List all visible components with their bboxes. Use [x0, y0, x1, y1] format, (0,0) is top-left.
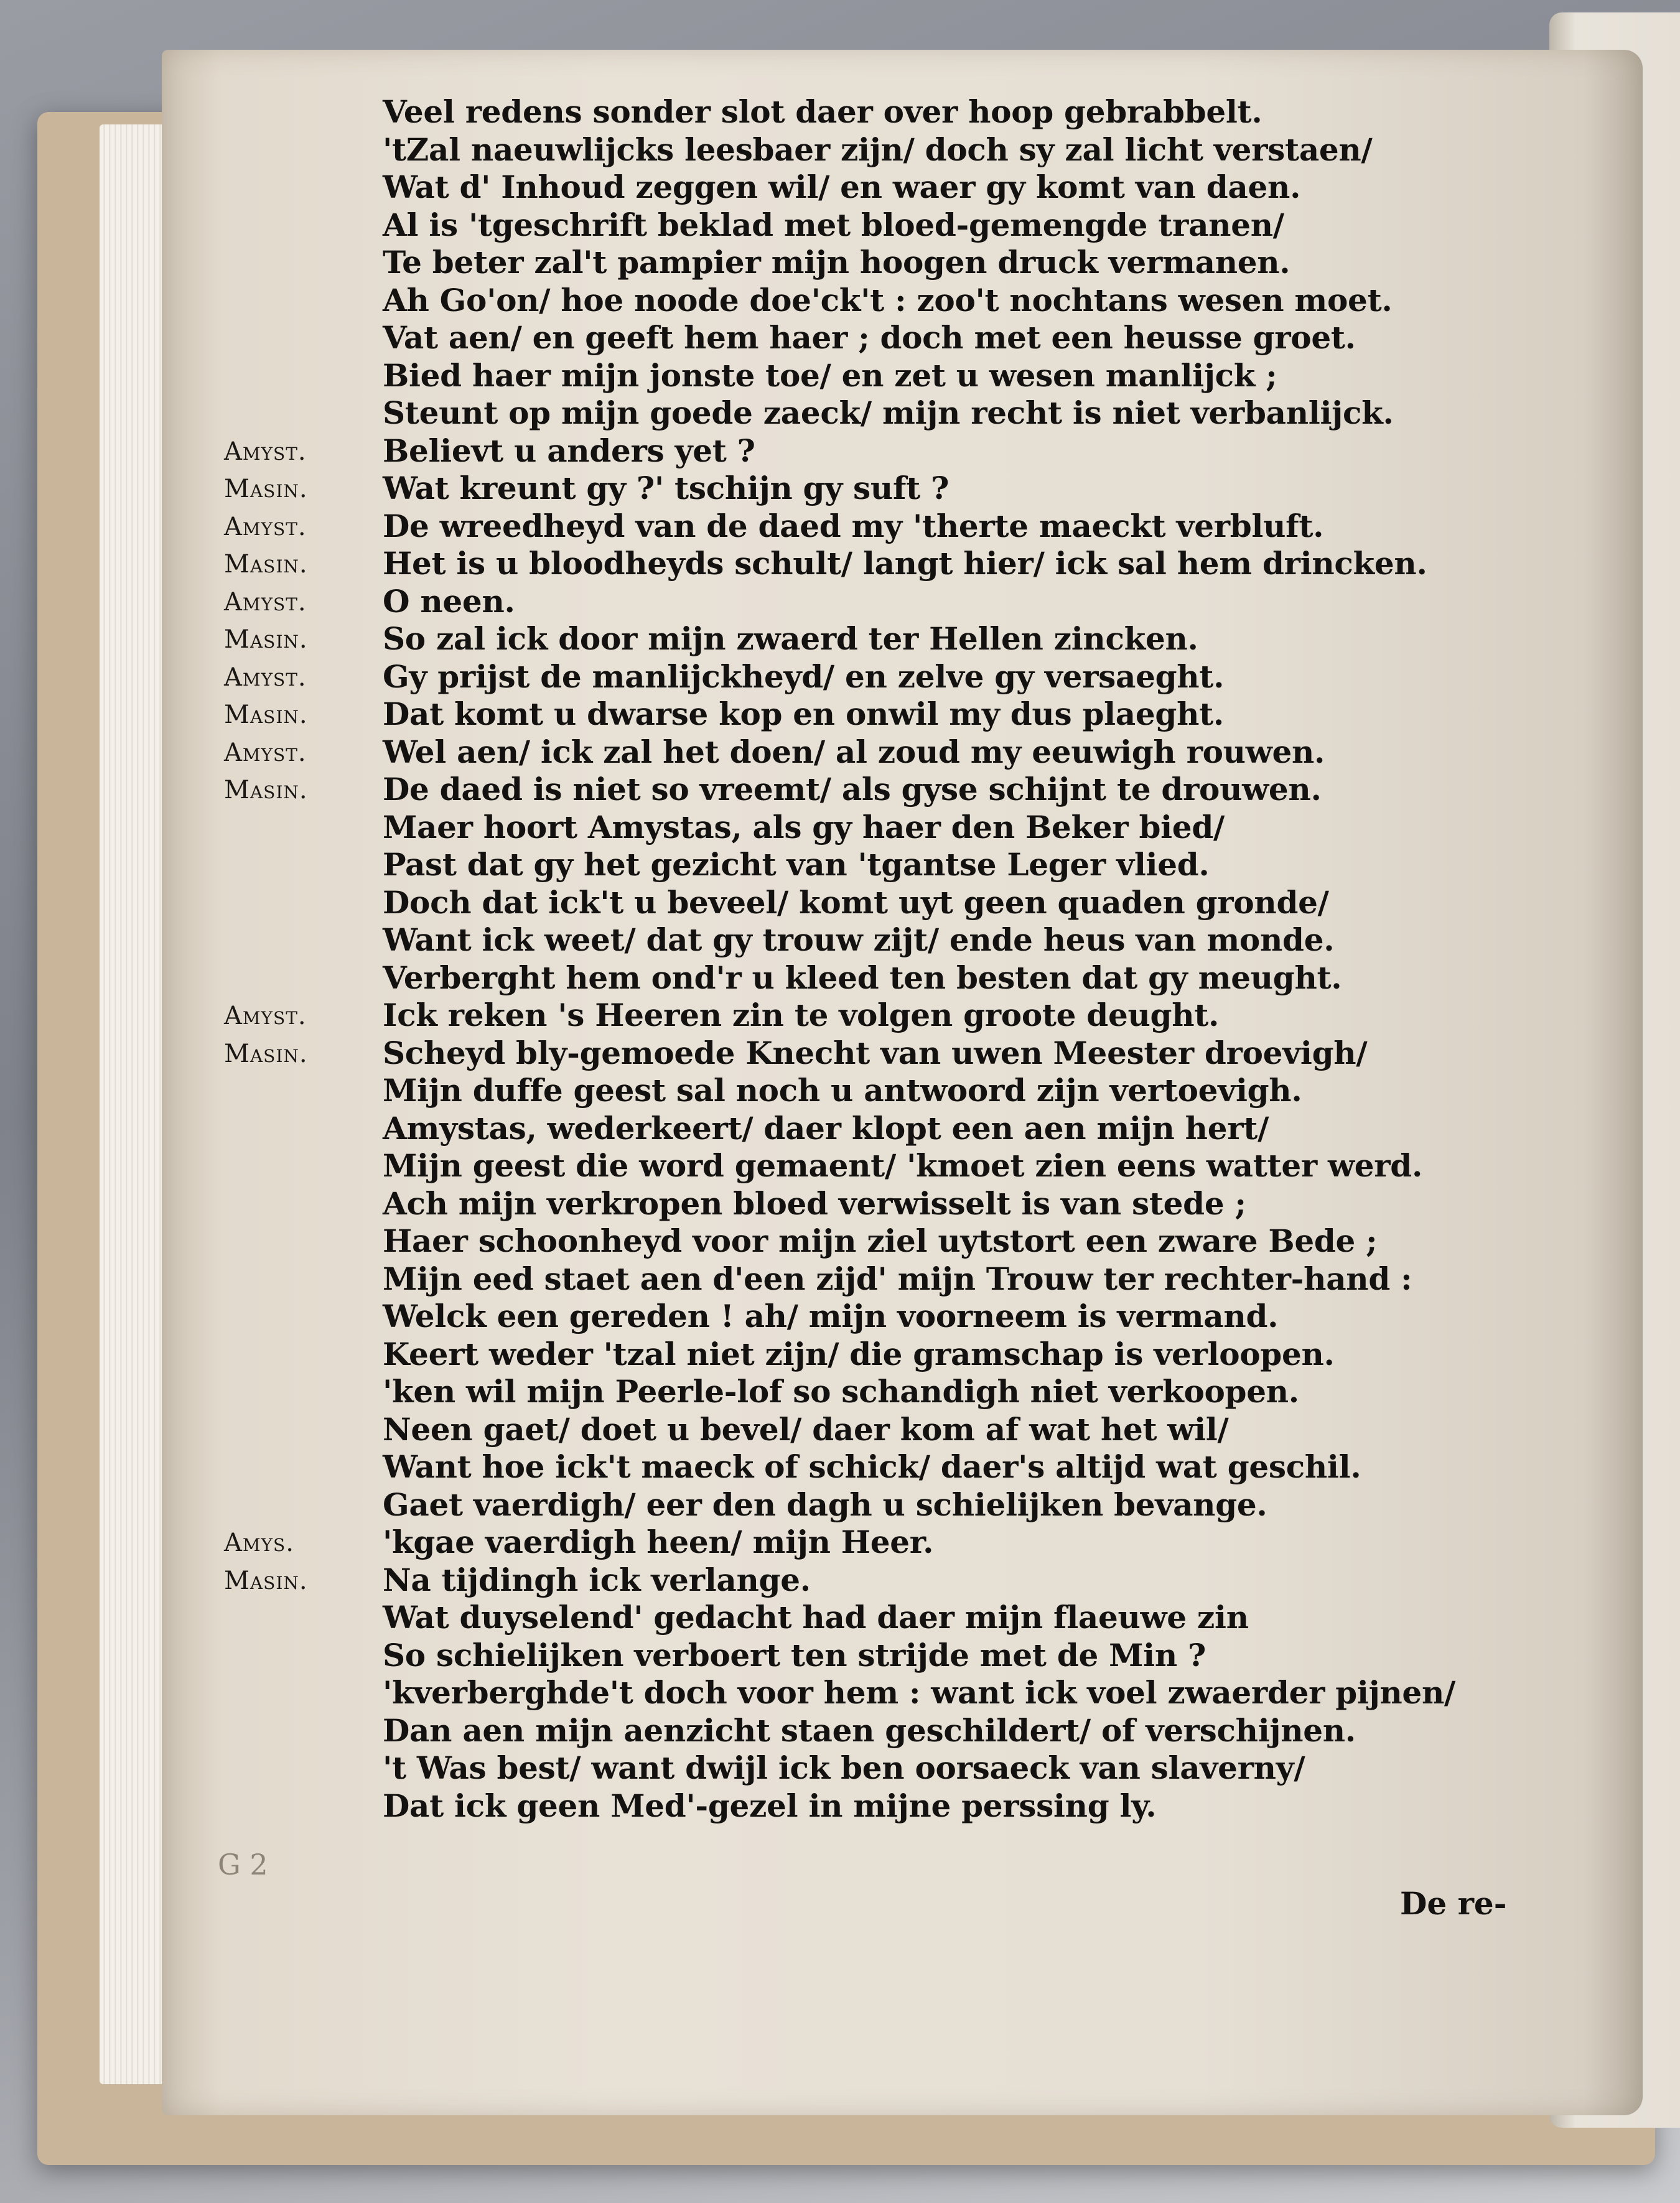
verse-line [224, 620, 1612, 658]
verse-line [224, 846, 1612, 884]
speaker-label: Amyst. [224, 587, 307, 617]
verse-text: Wat kreunt gy ?' tschijn gy suft ? [383, 470, 950, 506]
verse-line [224, 658, 1612, 696]
verse-text: Bied haer mijn jonste toe/ en zet u wesen manlijck ; [383, 356, 1277, 394]
speaker-label: Amys. [224, 1529, 294, 1557]
verse-line [224, 1749, 1612, 1787]
verse-line [224, 244, 1612, 282]
verse-line [224, 1035, 1612, 1073]
verse-line [224, 1637, 1612, 1675]
verse-line [224, 282, 1612, 320]
verse-text: Wat duyselend' gedacht had daer mijn flaeuwe zin [383, 1599, 1249, 1636]
verse-line [224, 997, 1612, 1035]
verse-line [224, 357, 1612, 395]
verse-line [224, 1448, 1612, 1486]
verse-line [224, 394, 1612, 432]
verse-text: Welck een gereden ! ah/ mijn voorneem is vermand. [383, 1298, 1279, 1334]
verse-line [224, 771, 1612, 809]
verse-text: So zal ick door mijn zwaerd ter Hellen zincken. [383, 620, 1198, 657]
verse-line [224, 1562, 1612, 1600]
verse-line [224, 884, 1612, 922]
verse-line [224, 696, 1612, 734]
speaker-label: Amyst. [224, 512, 307, 541]
verse-line [224, 93, 1612, 131]
verse-text: De daed is niet so vreemt/ als gyse schijnt te drouwen. [383, 771, 1322, 808]
verse-line [224, 545, 1612, 583]
verse-line [224, 1185, 1612, 1223]
speaker-label: Masin. [224, 701, 308, 729]
verse-text: Want hoe ick't maeck of schick/ daer's altijd wat geschil. [383, 1448, 1361, 1485]
speaker-label: Amyst. [224, 1002, 307, 1030]
verse-text: Het is u bloodheyds schult/ langt hier/ ick sal hem drincken. [383, 545, 1427, 582]
verse-text: Verberght hem ond'r u kleed ten besten dat gy meught. [383, 959, 1342, 996]
verse-line [224, 1223, 1612, 1260]
verse-text: Maer hoort Amystas, als gy haer den Beker bied/ [383, 808, 1225, 845]
verse-text: Wat d' Inhoud zeggen wil/ en waer gy komt van daen. [383, 169, 1301, 205]
verse-text: Believt u anders yet ? [383, 432, 755, 469]
verse-text: Amystas, wederkeert/ daer klopt een aen mijn hert/ [383, 1109, 1269, 1147]
verse-text: Haer schoonheyd voor mijn ziel uytstort een zware Bede ; [383, 1223, 1378, 1259]
verse-text: Na tijdingh ick verlange. [383, 1561, 811, 1598]
verse-line [224, 508, 1612, 546]
verse-text: Veel redens sonder slot daer over hoop gebrabbelt. [383, 93, 1262, 130]
verse-text: Mijn eed staet aen d'een zijd' mijn Trouw ter rechter-hand : [383, 1260, 1412, 1297]
verse-text: Want ick weet/ dat gy trouw zijt/ ende heus van monde. [383, 921, 1335, 958]
verse-text: De wreedheyd van de daed my 'therte maeckt verbluft. [383, 507, 1324, 544]
verse-line [224, 1147, 1612, 1185]
speaker-label: Masin. [224, 1566, 308, 1595]
verse-text: 'kverberghde't doch voor hem : want ick voel zwaerder pijnen/ [383, 1674, 1455, 1711]
verse-text: 't Was best/ want dwijl ick ben oorsaeck van slaverny/ [383, 1749, 1305, 1786]
speaker-label: Amyst. [224, 663, 307, 692]
verse-line [224, 319, 1612, 357]
verse-text: Wel aen/ ick zal het doen/ al zoud my eeuwigh rouwen. [383, 733, 1325, 770]
speaker-label: Amyst. [224, 738, 307, 767]
verse-line [224, 1486, 1612, 1524]
verse-line [224, 1787, 1612, 1825]
verse-line [224, 169, 1612, 207]
verse-line [224, 1260, 1612, 1298]
verse-line [224, 1072, 1612, 1110]
speaker-label: Masin. [224, 475, 308, 503]
verse-text: Scheyd bly-gemoede Knecht van uwen Meester droevigh/ [383, 1034, 1368, 1071]
verse-line [224, 959, 1612, 997]
verse-text: Neen gaet/ doet u bevel/ daer kom af wat het wil/ [383, 1410, 1229, 1448]
verse-line [224, 583, 1612, 621]
verse-line [224, 1524, 1612, 1562]
verse-text: Gy prijst de manlijckheyd/ en zelve gy versaeght. [383, 658, 1225, 695]
verse-text: Ick reken 's Heeren zin te volgen groote deught. [383, 997, 1220, 1033]
verse-text: 'kgae vaerdigh heen/ mijn Heer. [383, 1524, 934, 1560]
verse-line [224, 1712, 1612, 1750]
verse-text: Te beter zal't pampier mijn hoogen druck vermanen. [383, 244, 1290, 281]
verse-line [224, 1674, 1612, 1712]
verse-text: Dan aen mijn aenzicht staen geschildert/ of verschijnen. [383, 1712, 1356, 1749]
verse-text: Mijn geest die word gemaent/ 'kmoet zien eens watter werd. [383, 1147, 1423, 1184]
verse-line [224, 1411, 1612, 1449]
speaker-label: Masin. [224, 550, 308, 579]
verse-text: 'tZal naeuwlijcks leesbaer zijn/ doch sy zal licht verstaen/ [383, 131, 1373, 168]
verse-text: Mijn duffe geest sal noch u antwoord zijn vertoevigh. [383, 1072, 1302, 1109]
verse-line [224, 1373, 1612, 1411]
signature-mark: G 2 [218, 1848, 268, 1881]
verse-text: Ach mijn verkropen bloed verwisselt is van stede ; [383, 1185, 1246, 1222]
speaker-label: Masin. [224, 1039, 308, 1068]
verse-line [224, 809, 1612, 847]
verse-line [224, 131, 1612, 169]
speaker-label: Masin. [224, 625, 308, 654]
verse-text: 'ken wil mijn Peerle-lof so schandigh niet verkoopen. [383, 1373, 1299, 1410]
verse-text: O neen. [383, 582, 515, 620]
verse-text: Doch dat ick't u beveel/ komt uyt geen quaden gronde/ [383, 883, 1329, 921]
verse-line [224, 1336, 1612, 1374]
verse-line [224, 1599, 1612, 1637]
verse-line [224, 432, 1612, 470]
verse-text-block [224, 93, 1612, 1825]
verse-text: Al is 'tgeschrift beklad met bloed-gemengde tranen/ [383, 206, 1284, 243]
verse-line [224, 207, 1612, 245]
verse-text: Dat komt u dwarse kop en onwil my dus plaeght. [383, 696, 1225, 732]
verse-text: Keert weder 'tzal niet zijn/ die gramschap is verloopen. [383, 1335, 1335, 1372]
verse-text: Gaet vaerdigh/ eer den dagh u schielijken bevange. [383, 1486, 1267, 1523]
verse-line [224, 470, 1612, 508]
verse-line [224, 734, 1612, 771]
verse-text: So schielijken verboert ten strijde met de Min ? [383, 1636, 1206, 1674]
verse-text: Past dat gy het gezicht van 'tgantse Leger vlied. [383, 846, 1210, 883]
speaker-label: Amyst. [224, 437, 307, 466]
verse-text: Vat aen/ en geeft hem haer ; doch met een heusse groet. [383, 319, 1356, 356]
verse-text: Ah Go'on/ hoe noode doe'ck't : zoo't nochtans wesen moet. [383, 281, 1393, 319]
verse-text: Steunt op mijn goede zaeck/ mijn recht is niet verbanlijck. [383, 394, 1394, 431]
speaker-label: Masin. [224, 776, 308, 804]
verse-line [224, 1110, 1612, 1148]
verse-line [224, 1298, 1612, 1336]
catchword: De re- [1400, 1885, 1507, 1922]
verse-line [224, 921, 1612, 959]
verse-text: Dat ick geen Med'-gezel in mijne perssing ly. [383, 1787, 1157, 1824]
